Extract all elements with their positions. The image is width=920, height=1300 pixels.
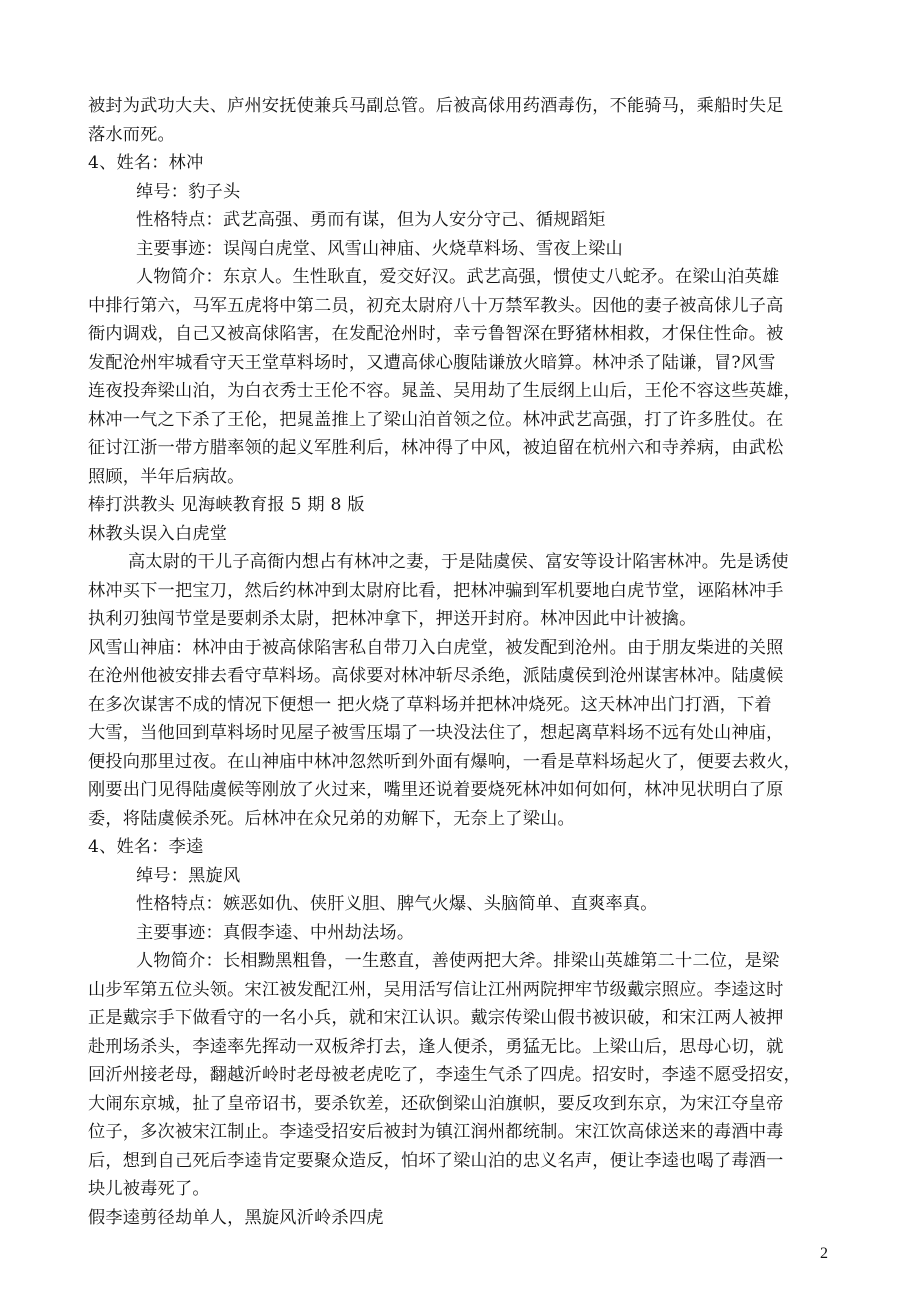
text-line: 在多次谋害不成的情况下便想一 把火烧了草料场并把林冲烧死。这天林冲出门打酒，下着 [88, 694, 772, 715]
text-line: 高太尉的干儿子高衙内想占有林冲之妻，于是陆虞侯、富安等设计陷害林冲。先是诱使 [128, 552, 789, 572]
text-line: 执利刃独闯节堂是要刺杀太尉，把林冲拿下，押送开封府。林冲因此中计被擒。 [88, 609, 697, 629]
text-line: 后，想到自己死后李逵肯定要聚众造反，怕坏了梁山泊的忠义名声，便让李逵也喝了毒酒一 [88, 1150, 784, 1171]
story-title: 林教头误入白虎堂 [88, 523, 228, 544]
text-line: 被封为武功大夫、庐州安抚使兼兵马副总管。后被高俅用药酒毒伤，不能骑马，乘船时失足 [88, 96, 784, 116]
biography-line: 人物简介：长相黝黑粗鲁，一生憨直，善使两把大斧。排梁山英雄第二十二位，是梁 [136, 951, 780, 971]
story-paragraph-start: 风雪山神庙：林冲由于被高俅陷害私自带刀入白虎堂，被发配到沧州。由于朋友柴进的关照 [88, 637, 784, 658]
text-line: 委，将陆虞候杀死。后林冲在众兄弟的劝解下，无奈上了梁山。 [88, 808, 575, 829]
text-line: 照顾，半年后病故。 [88, 466, 245, 487]
text-line: 落水而死。 [88, 124, 175, 145]
section-heading: 4、姓名：林冲 [88, 153, 204, 173]
text-line: 林冲买下一把宝刀，然后约林冲到太尉府比看，把林冲骗到军机要地白虎节堂，诬陷林冲手 [88, 580, 784, 601]
text-line: 赴刑场杀头，李逵率先挥动一双板斧打去，逢人便杀，勇猛无比。上梁山后，思母心切，就 [88, 1036, 784, 1057]
personality-line: 性格特点：武艺高强、勇而有谋，但为人安分守己、循规蹈矩 [136, 210, 606, 230]
text-line: 位子，多次被宋江制止。李逵受招安后被封为镇江润州都统制。宋江饮高俅送来的毒酒中毒 [88, 1122, 784, 1142]
nickname-line: 绰号：黑旋风 [136, 865, 241, 886]
text-line: 连夜投奔梁山泊，为白衣秀士王伦不容。晁盖、吴用劫了生辰纲上山后，王伦不容这些英雄， [88, 381, 801, 401]
text-line: 块儿被毒死了。 [88, 1179, 210, 1199]
text-line: 大闹东京城，扯了皇帝诏书，要杀钦差，还砍倒梁山泊旗帜，要反攻到东京，为宋江夺皇帝 [88, 1093, 784, 1114]
text-line: 中排行第六，马军五虎将中第二员，初充太尉府八十万禁军教头。因他的妻子被高俅儿子高 [88, 295, 784, 316]
personality-line: 性格特点：嫉恶如仇、侠肝义胆、脾气火爆、头脑简单、直爽率真。 [136, 894, 658, 914]
text-line: 衙内调戏，自己又被高俅陷害，在发配沧州时，幸亏鲁智深在野猪林相救，才保住性命。被 [88, 324, 784, 344]
text-line: 便投向那里过夜。在山神庙中林冲忽然听到外面有爆响，一看是草料场起火了，便要去救火， [88, 751, 801, 772]
text-line: 在沧州他被安排去看守草料场。高俅要对林冲斩尽杀绝，派陆虞侯到沧州谋害林冲。陆虞候 [88, 666, 784, 686]
text-line: 发配沧州牢城看守天王堂草料场时，又遭高俅心腹陆谦放火暗算。林冲杀了陆谦，冒?风雪 [88, 352, 776, 373]
text-line: 回沂州接老母，翻越沂岭时老母被老虎吃了，李逵生气杀了四虎。招安时，李逵不愿受招安， [88, 1065, 801, 1085]
text-line: 山步军第五位头领。宋江被发配江州，吴用活写信让江州两院押牢节级戴宗照应。李逵这时 [88, 979, 784, 1000]
text-line: 大雪，当他回到草料场时见屋子被雪压塌了一块没法住了，想起离草料场不远有处山神庙， [88, 723, 784, 743]
story-title: 假李逵剪径劫单人，黑旋风沂岭杀四虎 [88, 1207, 384, 1228]
text-line: 林冲一气之下杀了王伦，把晁盖推上了梁山泊首领之位。林冲武艺高强，打了许多胜仗。在 [88, 409, 784, 430]
biography-line: 人物简介：东京人。生性耿直，爱交好汉。武艺高强，惯使丈八蛇矛。在梁山泊英雄 [136, 267, 780, 287]
section-heading: 4、姓名：李逵 [88, 837, 204, 857]
text-line: 正是戴宗手下做看守的一名小兵，就和宋江认识。戴宗传梁山假书被识破，和宋江两人被押 [88, 1008, 784, 1028]
document-body [88, 92, 830, 1232]
deeds-line: 主要事迹：误闯白虎堂、风雪山神庙、火烧草料场、雪夜上梁山 [136, 238, 623, 259]
deeds-line: 主要事迹：真假李逵、中州劫法场。 [136, 922, 415, 943]
reference-line: 棒打洪教头 见海峡教育报 5 期 8 版 [88, 495, 365, 515]
text-line: 刚要出门见得陆虞候等刚放了火过来，嘴里还说着要烧死林冲如何如何，林冲见状明白了原 [88, 780, 784, 800]
page-number: 2 [820, 1245, 828, 1262]
nickname-line: 绰号：豹子头 [136, 181, 241, 202]
text-line: 征讨江浙一带方腊率领的起义军胜利后，林冲得了中风，被迫留在杭州六和寺养病，由武松 [88, 438, 784, 458]
